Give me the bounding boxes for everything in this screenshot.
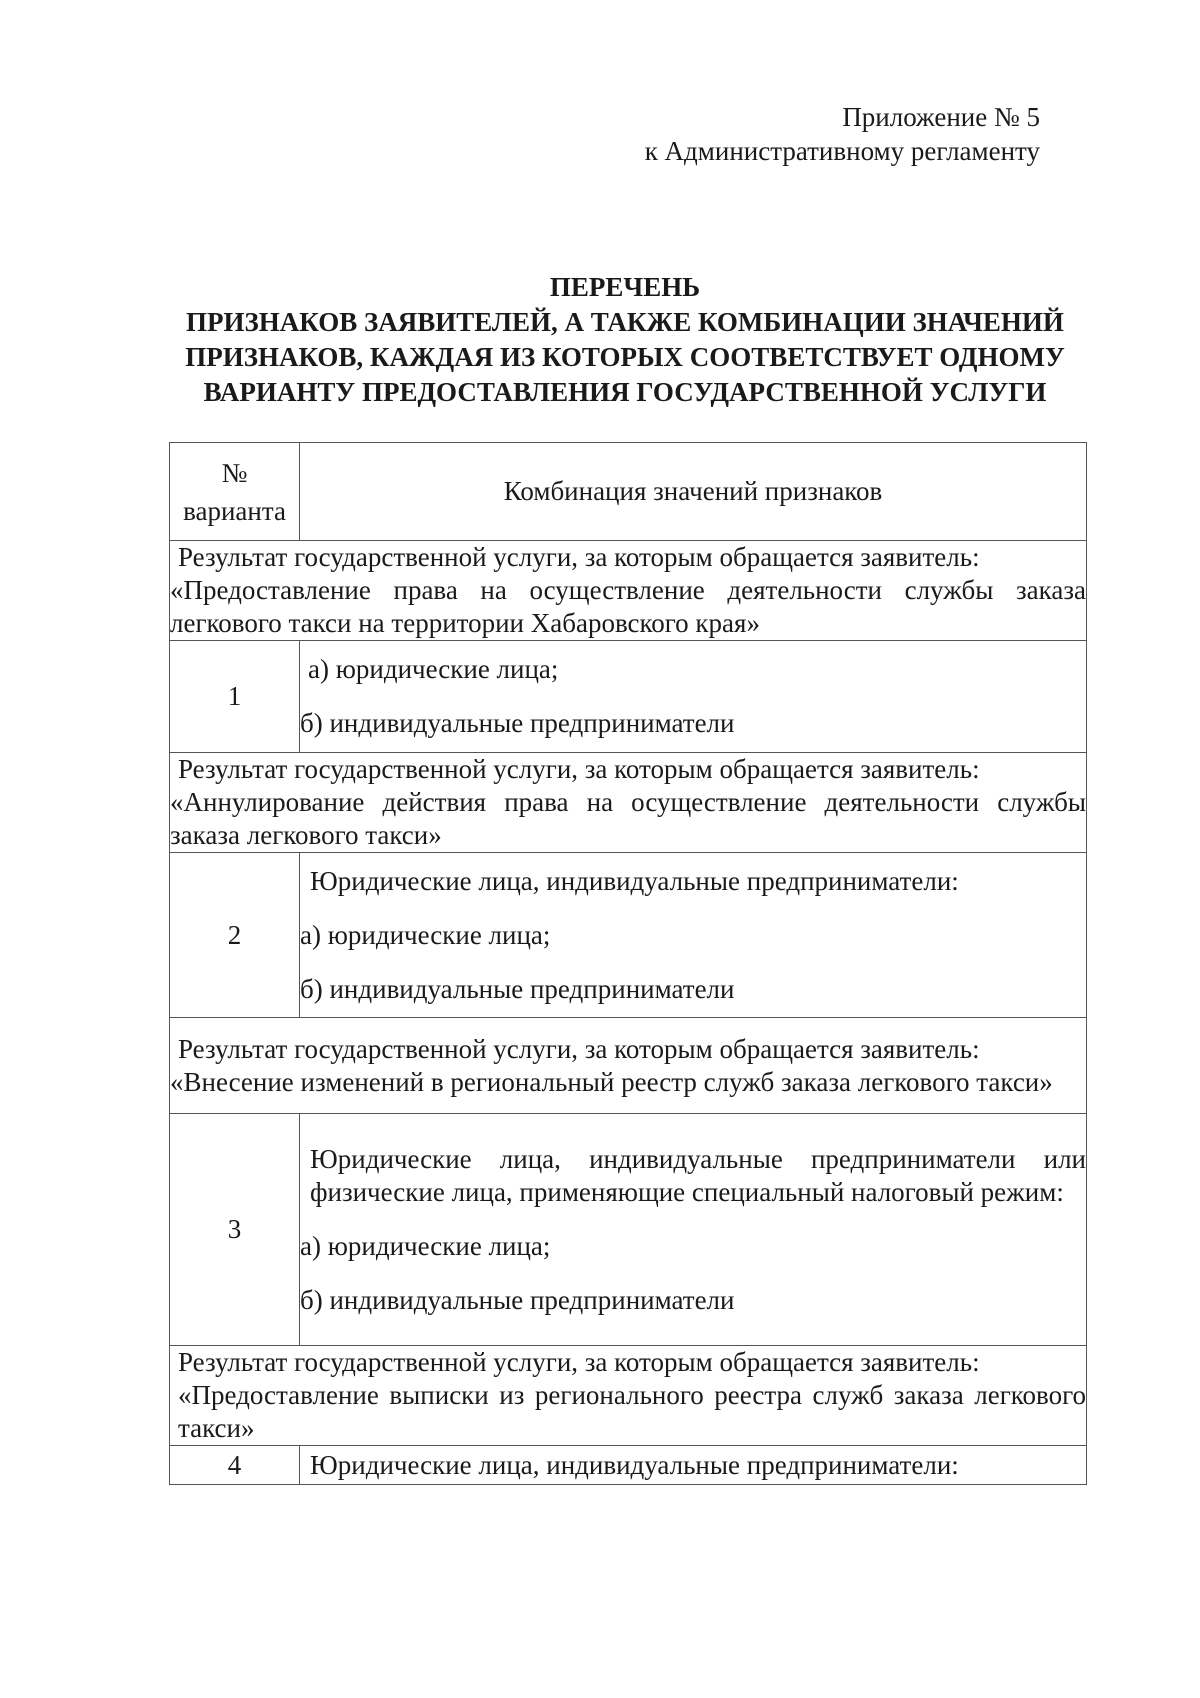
table-header-row bbox=[170, 443, 1087, 541]
variant-number: 4 bbox=[170, 1446, 300, 1485]
variant-row bbox=[170, 641, 1087, 753]
title-line-4: ВАРИАНТУ ПРЕДОСТАВЛЕНИЯ ГОСУДАРСТВЕННОЙ УСЛУГИ bbox=[203, 377, 1047, 407]
appendix-header bbox=[645, 100, 1040, 168]
variant-number: 2 bbox=[170, 853, 300, 1018]
list-item: а) юридические лица; bbox=[300, 1230, 551, 1261]
header-combination: Комбинация значений признаков bbox=[300, 443, 1087, 541]
appendix-number: Приложение № 5 bbox=[842, 102, 1040, 132]
variant-intro: Юридические лица, индивидуальные предприниматели: bbox=[310, 865, 959, 896]
result-row bbox=[170, 541, 1087, 641]
variant-combination bbox=[300, 1114, 1087, 1346]
result-row bbox=[170, 1018, 1087, 1114]
document-title bbox=[160, 270, 1090, 410]
list-item: б) индивидуальные предприниматели bbox=[300, 708, 735, 738]
result-row bbox=[170, 1346, 1087, 1446]
variant-combination bbox=[300, 641, 1087, 753]
result-cell: Результат государственной услуги, за которым обращается заявитель: «Предоставление права на осуществление деятельности службы заказа легкового такси на территории Хабаровского края» bbox=[170, 541, 1087, 641]
title-line-1: ПЕРЕЧЕНЬ bbox=[549, 272, 701, 302]
result-cell: Результат государственной услуги, за которым обращается заявитель: «Предоставление выписки из регионального реестра служб заказа легкового такси» bbox=[170, 1346, 1087, 1446]
list-item: б) индивидуальные предприниматели bbox=[300, 973, 735, 1004]
variant-number: 1 bbox=[170, 641, 300, 753]
list-item: а) юридические лица; bbox=[308, 654, 559, 684]
list-item: а) юридические лица; bbox=[300, 919, 551, 950]
variant-row bbox=[170, 853, 1087, 1018]
header-variant-number: № варианта bbox=[170, 443, 300, 541]
variant-combination bbox=[300, 1446, 1087, 1485]
appendix-reference: к Административному регламенту bbox=[644, 136, 1040, 166]
variant-row bbox=[170, 1446, 1087, 1485]
result-cell: Результат государственной услуги, за которым обращается заявитель: «Аннулирование действия права на осуществление деятельности службы заказа легкового такси» bbox=[170, 753, 1087, 853]
result-row bbox=[170, 753, 1087, 853]
list-item: б) индивидуальные предприниматели bbox=[300, 1284, 735, 1315]
result-cell: Результат государственной услуги, за которым обращается заявитель: «Внесение изменений в региональный реестр служб заказа легкового такси» bbox=[170, 1018, 1087, 1114]
title-line-3: ПРИЗНАКОВ, КАЖДАЯ ИЗ КОТОРЫХ СООТВЕТСТВУЕТ ОДНОМУ bbox=[185, 342, 1065, 372]
variant-combination bbox=[300, 853, 1087, 1018]
variant-number: 3 bbox=[170, 1114, 300, 1346]
title-line-2: ПРИЗНАКОВ ЗАЯВИТЕЛЕЙ, А ТАКЖЕ КОМБИНАЦИИ ЗНАЧЕНИЙ bbox=[186, 307, 1064, 337]
variants-table bbox=[169, 442, 1087, 1485]
variant-intro: Юридические лица, индивидуальные предприниматели: bbox=[310, 1449, 959, 1480]
variant-intro: Юридические лица, индивидуальные предприниматели или физические лица, применяющие специальный налоговый режим: bbox=[310, 1143, 1086, 1207]
variant-row bbox=[170, 1114, 1087, 1346]
